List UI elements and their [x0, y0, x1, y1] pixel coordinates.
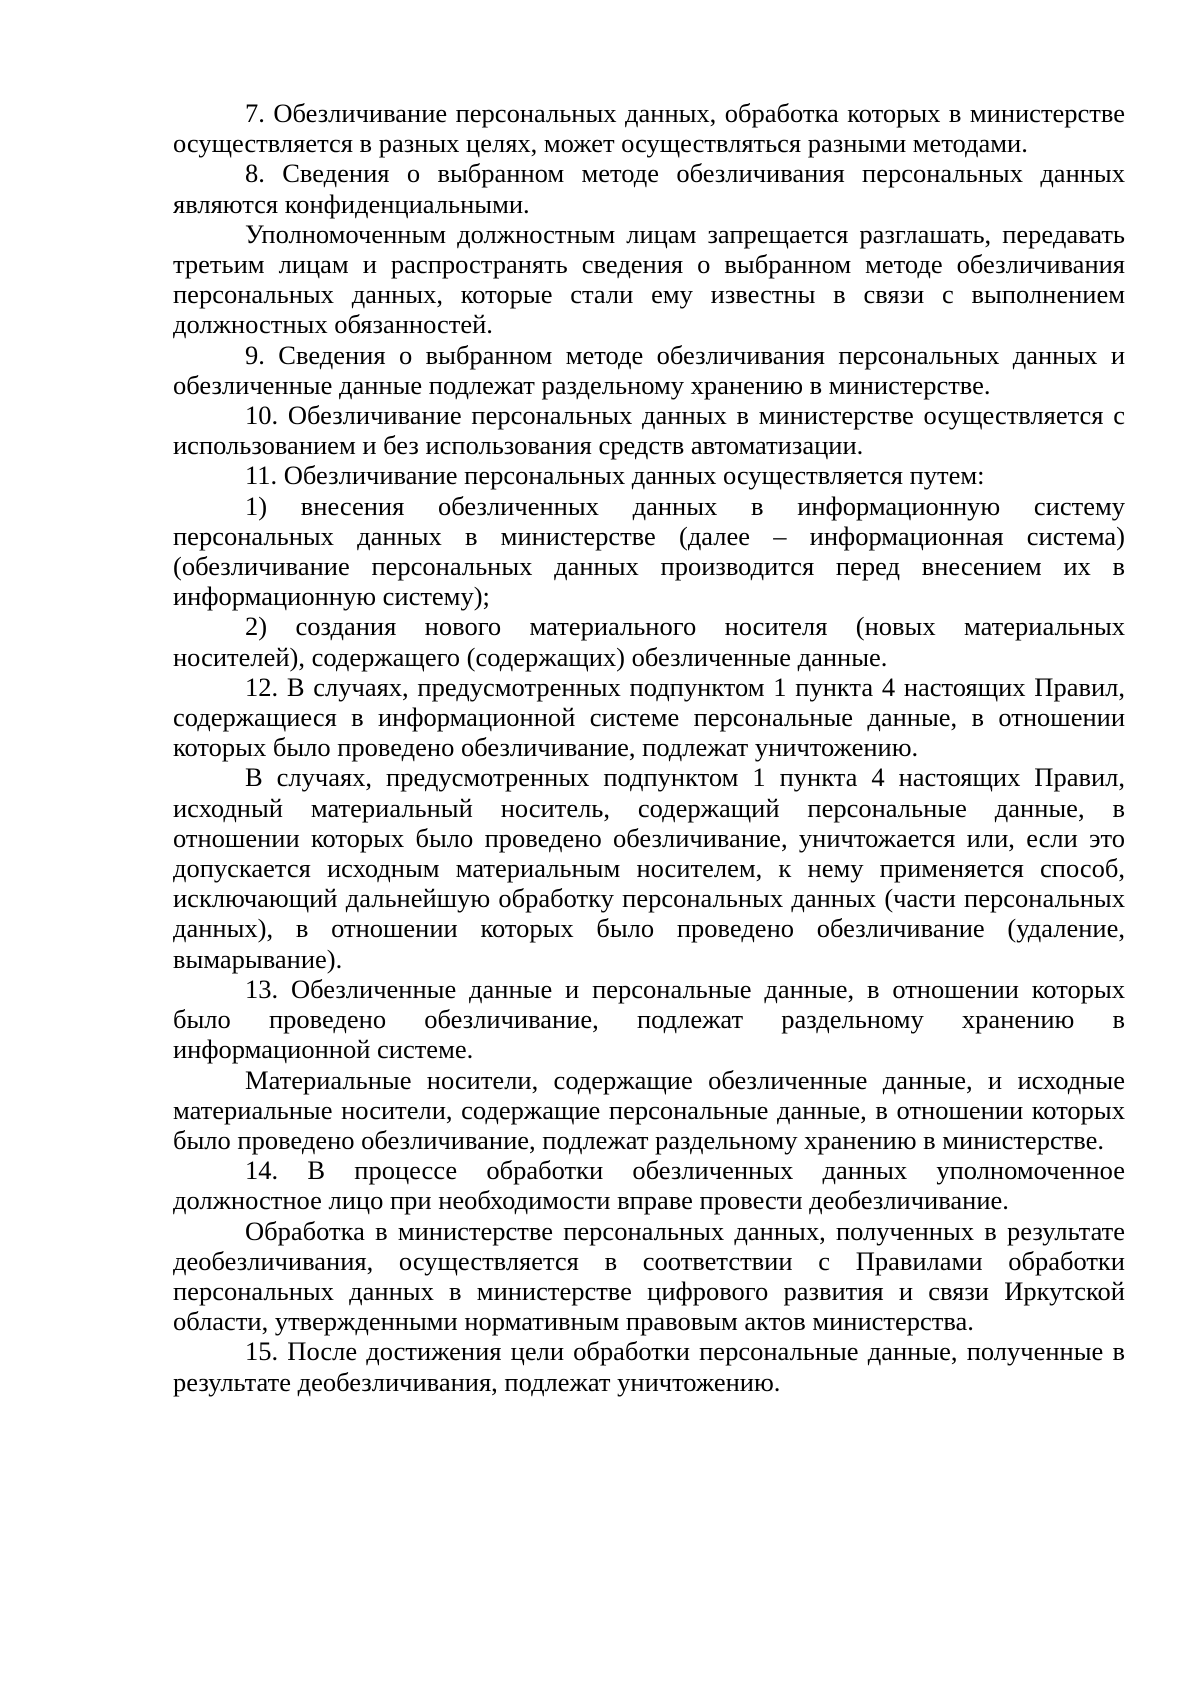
- paragraph-14-continuation: Обработка в министерстве персональных данных, полученных в результате деобезличивания, осуществляется в соответствии с Правилами обработки персональных данных в министерстве цифрового развития и связи Иркутской области, утвержденными нормативным правовым актов министерства.: [173, 1215, 1125, 1337]
- paragraph-8-restriction: Уполномоченным должностным лицам запрещается разглашать, передавать третьим лицам и распространять сведения о выбранном методе обезличивания персональных данных, которые стали ему известны в связи с выполнением должностных обязанностей.: [173, 218, 1125, 340]
- paragraph-8: 8. Сведения о выбранном методе обезличивания персональных данных являются конфиденциальными.: [173, 158, 1125, 219]
- paragraph-9: 9. Сведения о выбранном методе обезличивания персональных данных и обезличенные данные подлежат раздельному хранению в министерстве.: [173, 339, 1125, 400]
- paragraph-11: 11. Обезличивание персональных данных осуществляется путем:: [245, 460, 985, 491]
- paragraph-12: 12. В случаях, предусмотренных подпунктом 1 пункта 4 настоящих Правил, содержащиеся в информационной системе персональные данные, в отношении которых было проведено обезличивание, подлежат уничтожению.: [173, 671, 1125, 763]
- paragraph-10: 10. Обезличивание персональных данных в министерстве осуществляется с использованием и без использования средств автоматизации.: [173, 400, 1125, 461]
- paragraph-7: 7. Обезличивание персональных данных, обработка которых в министерстве осуществляется в разных целях, может осуществляться разными методами.: [173, 98, 1125, 159]
- paragraph-13-continuation: Материальные носители, содержащие обезличенные данные, и исходные материальные носители, содержащие персональные данные, в отношении которых было проведено обезличивание, подлежат раздельному хранению в министерстве.: [173, 1064, 1125, 1155]
- paragraph-14: 14. В процессе обработки обезличенных данных уполномоченное должностное лицо при необходимости вправе провести деобезличивание.: [173, 1155, 1125, 1216]
- paragraph-15: 15. После достижения цели обработки персональные данные, полученные в результате деобезличивания, подлежат уничтожению.: [173, 1336, 1125, 1397]
- document-page: [173, 98, 1125, 1397]
- paragraph-11-item-2: 2) создания нового материального носителя (новых материальных носителей), содержащего (содержащих) обезличенные данные.: [173, 611, 1125, 672]
- paragraph-12-continuation: В случаях, предусмотренных подпунктом 1 пункта 4 настоящих Правил, исходный материальный носитель, содержащий персональные данные, в отношении которых было проведено обезличивание, уничтожается или, если это допускается исходным материальным носителем, к нему применяется способ, исключающий дальнейшую обработку персональных данных (части персональных данных), в отношении которых было проведено обезличивание (удаление, вымарывание).: [173, 762, 1125, 974]
- paragraph-11-item-1: 1) внесения обезличенных данных в информационную систему персональных данных в министерстве (далее – информационная система) (обезличивание персональных данных производится перед внесением их в информационную систему);: [173, 490, 1125, 612]
- paragraph-13: 13. Обезличенные данные и персональные данные, в отношении которых было проведено обезличивание, подлежат раздельному хранению в информационной системе.: [173, 973, 1125, 1065]
